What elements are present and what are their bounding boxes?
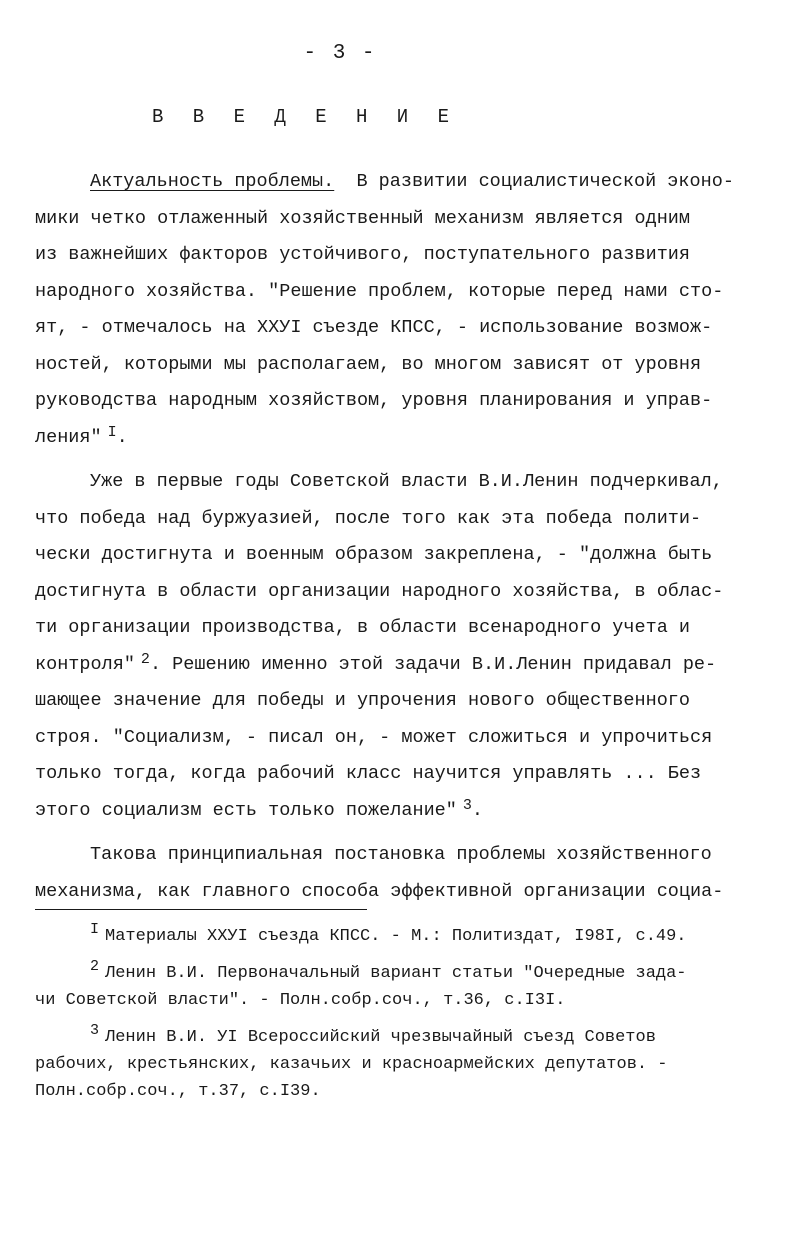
footnote-mark: I [90, 921, 100, 938]
footnote-2 [35, 960, 755, 1014]
text-line: ят, - отмечалось на ХХУI съезде КПСС, - использование возмож- [35, 317, 713, 338]
text-line: из важнейших факторов устойчивого, поступательного развития [35, 244, 691, 265]
paragraph-lenin [35, 464, 745, 829]
footnote-divider [35, 909, 367, 910]
footnote-line: чи Советской власти". - Полн.собр.соч., т.36, с.I3I. [35, 991, 566, 1010]
footnote-mark: 2 [90, 958, 100, 975]
footnote-ref: I [107, 423, 117, 441]
text-line: механизма, как главного способа эффективной организации социа- [35, 880, 724, 902]
footnote-line: рабочих, крестьянских, казачьих и красноармейских депутатов. - [35, 1055, 668, 1074]
text-line: Уже в первые годы Советской власти В.И.Ленин подчеркивал, [90, 471, 723, 492]
text-line: мики четко отлаженный хозяйственный механизм является одним [35, 207, 691, 229]
text-line: Такова принципиальная постановка проблемы хозяйственного [90, 844, 712, 865]
text-line: ления" $^I$. [35, 423, 128, 448]
footnote-ref: 2 [140, 650, 150, 668]
text-line: шающее значение для победы и упрочения нового общественного [35, 690, 691, 711]
text-line: чески достигнута и военным образом закреплена, - "должна быть [35, 544, 713, 565]
footnotes [35, 923, 755, 1105]
text-line: Актуальность проблемы. В развитии социалистической эконо- [90, 171, 734, 192]
text-line: руководства народным хозяйством, уровня планирования и управ- [35, 390, 713, 411]
text-line: ти организации производства, в области всенародного учета и [35, 617, 691, 638]
footnote-line: Полн.собр.соч., т.37, с.I39. [35, 1082, 321, 1101]
paragraph-principle [35, 837, 745, 910]
text-line: народного хозяйства. "Решение проблем, которые перед нами сто- [35, 280, 724, 302]
text-line: ностей, которыми мы располагаем, во многом зависят от уровня [35, 353, 702, 375]
text-line: достигнута в области организации народного хозяйства, в облас- [35, 580, 724, 602]
relevance-lead: Актуальность проблемы. [90, 171, 335, 192]
footnote-line: 2 Ленин В.И. Первоначальный вариант статьи "Очередные зада- [90, 958, 687, 983]
footnote-3 [35, 1024, 755, 1105]
text-line: что победа над буржуазией, после того как эта победа полити- [35, 507, 702, 529]
text-line: этого социализм есть только пожелание" $^3$. [35, 796, 483, 821]
footnote-mark: 3 [90, 1022, 100, 1039]
page-number: - 3 - [303, 42, 377, 65]
footnote-line: 3 Ленин В.И. УI Всероссийский чрезвычайный съезд Советов [90, 1022, 656, 1047]
paragraph-relevance [35, 164, 745, 456]
section-heading: В В Е Д Е Н И Е [151, 106, 459, 128]
text-line: контроля" $^2$. Решению именно этой задачи В.И.Ленин придавал ре- [35, 650, 717, 675]
footnote-1 [35, 923, 755, 950]
body-text [35, 164, 745, 910]
text-line: строя. "Социализм, - писал он, - может сложиться и упрочиться [35, 726, 713, 748]
footnote-ref: 3 [462, 796, 472, 814]
footnote-line: I Материалы ХХУI съезда КПСС. - М.: Политиздат, I98I, с.49. [90, 921, 687, 946]
text-line: только тогда, когда рабочий класс научится управлять ... Без [35, 763, 702, 784]
